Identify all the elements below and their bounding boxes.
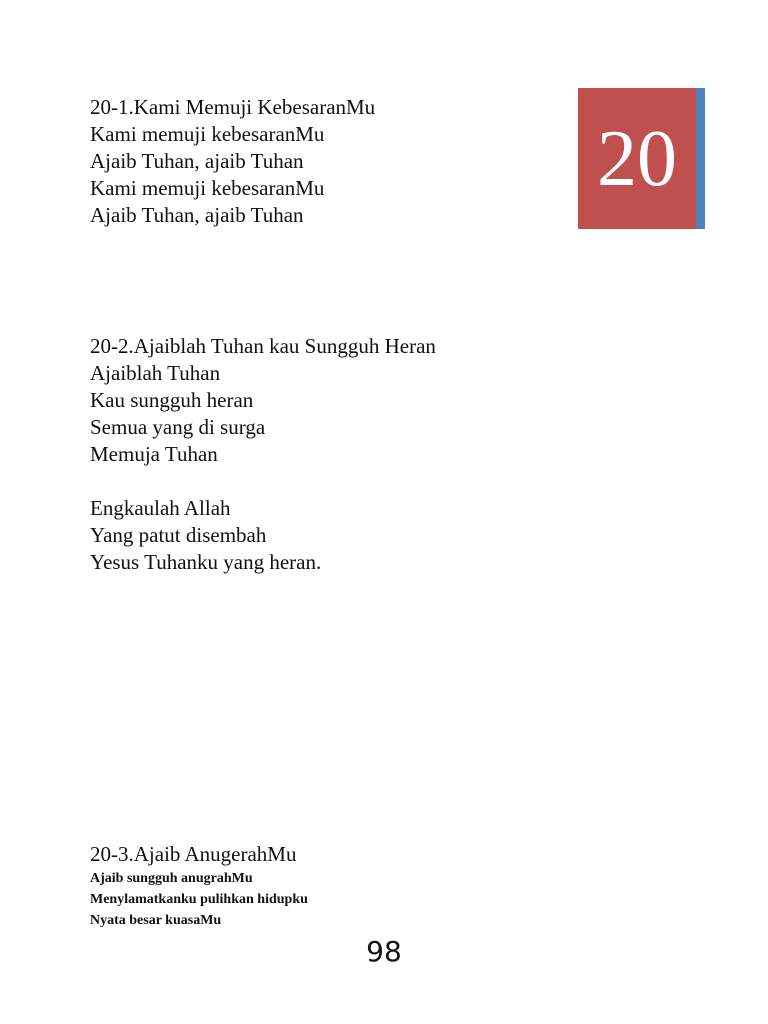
song-20-2 xyxy=(90,333,436,576)
page-number: 98 xyxy=(366,935,402,968)
lyric-line: Nyata besar kuasaMu xyxy=(90,913,222,928)
lyric-line: Menylamatkanku pulihkan hidupku xyxy=(90,892,308,907)
lyric-line: Kami memuji kebesaranMu xyxy=(90,122,325,146)
song-20-3 xyxy=(90,840,308,931)
lyric-line: Ajaib Tuhan, ajaib Tuhan xyxy=(90,149,304,173)
lyric-line: Kau sungguh heran xyxy=(90,388,254,412)
chapter-badge xyxy=(578,88,696,229)
chapter-number: 20 xyxy=(597,114,677,203)
lyric-line: Semua yang di surga xyxy=(90,415,266,439)
song-20-1 xyxy=(90,94,375,229)
song-title: 20-1.Kami Memuji KebesaranMu xyxy=(90,95,376,119)
lyric-line: Ajaib Tuhan, ajaib Tuhan xyxy=(90,203,304,227)
verse-2 xyxy=(90,495,436,576)
lyric-line: Kami memuji kebesaranMu xyxy=(90,176,325,200)
lyric-line: Ajaiblah Tuhan xyxy=(90,361,221,385)
lyric-line: Memuja Tuhan xyxy=(90,442,218,466)
song-title: 20-2.Ajaiblah Tuhan kau Sungguh Heran xyxy=(90,334,436,358)
lyric-line: Ajaib sungguh anugrahMu xyxy=(90,871,253,886)
chapter-badge-edge xyxy=(696,88,705,229)
lyric-line: Engkaulah Allah xyxy=(90,496,231,520)
song-title: 20-3.Ajaib AnugerahMu xyxy=(90,842,297,866)
lyric-line: Yesus Tuhanku yang heran. xyxy=(90,550,322,574)
lyric-line: Yang patut disembah xyxy=(90,523,267,547)
